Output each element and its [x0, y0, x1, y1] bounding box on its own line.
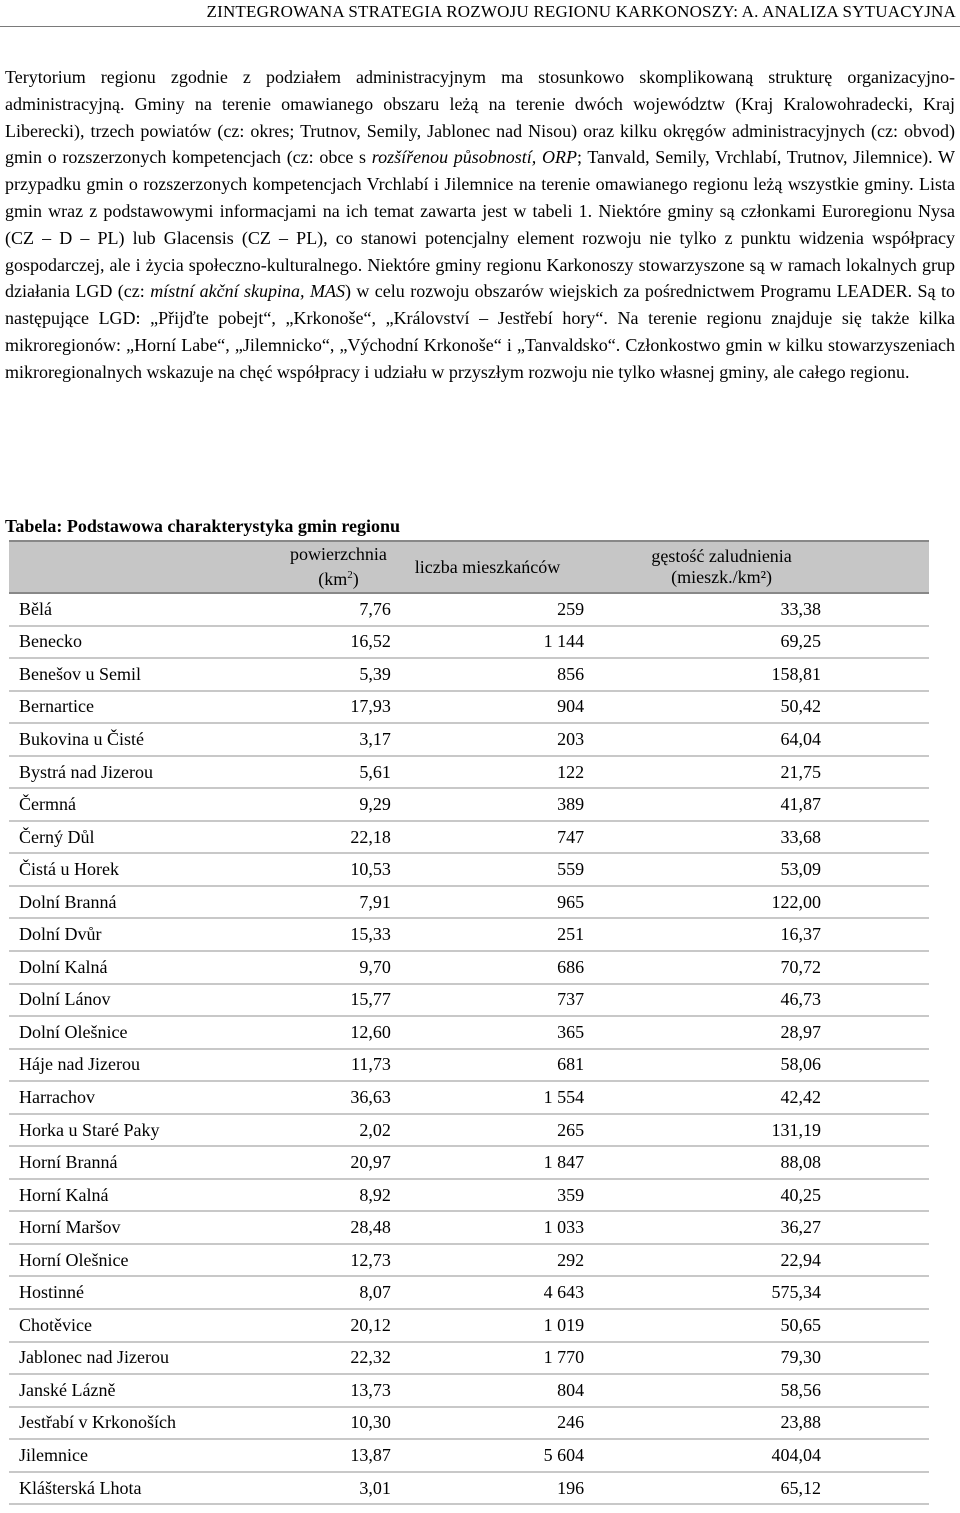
table-row [9, 1244, 929, 1277]
table-row [9, 918, 929, 951]
table-row [9, 1374, 929, 1407]
area-value: 12,60 [266, 1016, 391, 1049]
municipality-name: Horka u Staré Paky [9, 1114, 266, 1147]
density-value: 36,27 [584, 1211, 929, 1244]
municipality-name: Horní Maršov [9, 1211, 266, 1244]
density-value: 40,25 [584, 1179, 929, 1212]
paragraph-italic-mas: místní akční skupina, MAS [150, 281, 345, 302]
table-row [9, 821, 929, 854]
table-row [9, 1472, 929, 1505]
municipalities-table [9, 540, 929, 1505]
table-row [9, 691, 929, 724]
table-row [9, 626, 929, 659]
table-row [9, 1342, 929, 1375]
density-value: 69,25 [584, 626, 929, 659]
density-value: 70,72 [584, 951, 929, 984]
table-row [9, 984, 929, 1017]
municipality-name: Dolní Dvůr [9, 918, 266, 951]
municipality-name: Dolní Olešnice [9, 1016, 266, 1049]
density-value: 53,09 [584, 853, 929, 886]
page-header [0, 2, 960, 27]
population-value: 965 [391, 886, 584, 919]
municipality-name: Černý Důl [9, 821, 266, 854]
municipality-name: Jilemnice [9, 1439, 266, 1472]
area-value: 3,01 [266, 1472, 391, 1505]
header-density: gęstość zaludnienia (mieszk./km²) [584, 541, 929, 593]
table-row [9, 1114, 929, 1147]
area-value: 5,39 [266, 658, 391, 691]
population-value: 1 847 [391, 1146, 584, 1179]
municipality-name: Jestřabí v Krkonoších [9, 1407, 266, 1440]
area-value: 10,30 [266, 1407, 391, 1440]
area-value: 7,76 [266, 593, 391, 626]
table-row [9, 1179, 929, 1212]
municipality-name: Horní Kalná [9, 1179, 266, 1212]
table-row [9, 593, 929, 626]
population-value: 904 [391, 691, 584, 724]
density-value: 46,73 [584, 984, 929, 1017]
density-value: 575,34 [584, 1276, 929, 1309]
municipality-name: Benecko [9, 626, 266, 659]
population-value: 686 [391, 951, 584, 984]
municipality-name: Bukovina u Čisté [9, 723, 266, 756]
municipality-name: Horní Branná [9, 1146, 266, 1179]
population-value: 737 [391, 984, 584, 1017]
table-row [9, 853, 929, 886]
area-value: 28,48 [266, 1211, 391, 1244]
density-value: 33,38 [584, 593, 929, 626]
paragraph-part-3: ) w celu rozwoju obszarów wiejskich za pośrednictwem Programu LEADER. Są to następujące LGD: „Přijďte pobejt“, „Krkonoše“, „Království – Jestřebí hory“. Na terenie regionu znajduje się także kilka mikroregionów: „Horní Labe“, „Jilemnicko“, „Východní Krkonoše“ i „Tanvaldsko“. Członkostwo gmin w kilku stowarzyszeniach mikroregionalnych wskazuje na chęć współpracy i udziału w przyszłym rozwoju nie tylko własnej gminy, ale całego regionu. [5, 281, 955, 382]
area-value: 5,61 [266, 756, 391, 789]
density-value: 58,56 [584, 1374, 929, 1407]
density-value: 79,30 [584, 1342, 929, 1375]
population-value: 1 144 [391, 626, 584, 659]
area-value: 8,92 [266, 1179, 391, 1212]
municipality-name: Bělá [9, 593, 266, 626]
municipality-name: Chotěvice [9, 1309, 266, 1342]
header-area: powierzchnia $(km^2)$ [266, 541, 391, 593]
area-value: 13,87 [266, 1439, 391, 1472]
area-value: 16,52 [266, 626, 391, 659]
density-value: 65,12 [584, 1472, 929, 1505]
area-value: 20,97 [266, 1146, 391, 1179]
area-value: 15,33 [266, 918, 391, 951]
area-value: 12,73 [266, 1244, 391, 1277]
density-value: 16,37 [584, 918, 929, 951]
population-value: 389 [391, 788, 584, 821]
header-name [9, 541, 266, 593]
area-value: 7,91 [266, 886, 391, 919]
table-row [9, 1049, 929, 1082]
intro-paragraph [5, 64, 955, 386]
population-value: 203 [391, 723, 584, 756]
header-population: liczba mieszkańców [391, 541, 584, 593]
area-value: 22,18 [266, 821, 391, 854]
municipality-name: Horní Olešnice [9, 1244, 266, 1277]
header-title: ZINTEGROWANA STRATEGIA ROZWOJU REGIONU KARKONOSZY: A. ANALIZA SYTUACYJNA [206, 2, 956, 21]
density-value: 50,42 [584, 691, 929, 724]
density-value: 50,65 [584, 1309, 929, 1342]
municipality-name: Klášterská Lhota [9, 1472, 266, 1505]
table-row [9, 1016, 929, 1049]
area-value: 2,02 [266, 1114, 391, 1147]
population-value: 681 [391, 1049, 584, 1082]
area-value: 8,07 [266, 1276, 391, 1309]
density-value: 42,42 [584, 1081, 929, 1114]
table-row [9, 723, 929, 756]
density-value: 22,94 [584, 1244, 929, 1277]
municipality-name: Dolní Kalná [9, 951, 266, 984]
table-header-row [9, 541, 929, 593]
density-value: 28,97 [584, 1016, 929, 1049]
population-value: 1 033 [391, 1211, 584, 1244]
table-row [9, 788, 929, 821]
table-row [9, 1211, 929, 1244]
municipality-name: Dolní Lánov [9, 984, 266, 1017]
paragraph-part-2: ; Tanvald, Semily, Vrchlabí, Trutnov, Jilemnice). W przypadku gmin o rozszerzonych kompetencjach Vrchlabí i Jilemnice na terenie omawianego regionu leżą wszystkie gminy. Lista gmin wraz z podstawowymi informacjami na ich temat zawarta jest w tabeli 1. Niektóre gminy są członkami Euroregionu Nysa (CZ – D – PL) lub Glacensis (CZ – PL), co stanowi potencjalny element rozwoju nie tylko z punktu widzenia współpracy gospodarczej, ale i życia społeczno-kulturalnego. Niektóre gminy regionu Karkonoszy stowarzyszone są w ramach lokalnych grup działania LGD (cz: [5, 147, 955, 302]
density-value: 88,08 [584, 1146, 929, 1179]
density-value: 131,19 [584, 1114, 929, 1147]
area-value: 36,63 [266, 1081, 391, 1114]
area-value: 20,12 [266, 1309, 391, 1342]
municipality-name: Janské Lázně [9, 1374, 266, 1407]
table-row [9, 1439, 929, 1472]
density-value: 23,88 [584, 1407, 929, 1440]
population-value: 856 [391, 658, 584, 691]
population-value: 365 [391, 1016, 584, 1049]
population-value: 359 [391, 1179, 584, 1212]
population-value: 1 770 [391, 1342, 584, 1375]
population-value: 246 [391, 1407, 584, 1440]
municipality-name: Hostinné [9, 1276, 266, 1309]
table-row [9, 756, 929, 789]
population-value: 5 604 [391, 1439, 584, 1472]
population-value: 1 554 [391, 1081, 584, 1114]
table-row [9, 886, 929, 919]
table-body [9, 593, 929, 1504]
paragraph-italic-orp: rozšířenou působností, ORP [371, 147, 577, 168]
municipality-name: Čistá u Horek [9, 853, 266, 886]
municipality-name: Bernartice [9, 691, 266, 724]
table-row [9, 1276, 929, 1309]
municipality-name: Čermná [9, 788, 266, 821]
population-value: 804 [391, 1374, 584, 1407]
density-value: 21,75 [584, 756, 929, 789]
table-row [9, 1081, 929, 1114]
density-value: 33,68 [584, 821, 929, 854]
municipality-name: Dolní Branná [9, 886, 266, 919]
table-row [9, 1309, 929, 1342]
municipality-name: Benešov u Semil [9, 658, 266, 691]
density-value: 64,04 [584, 723, 929, 756]
population-value: 559 [391, 853, 584, 886]
area-value: 17,93 [266, 691, 391, 724]
area-value: 9,29 [266, 788, 391, 821]
municipality-name: Bystrá nad Jizerou [9, 756, 266, 789]
density-value: 58,06 [584, 1049, 929, 1082]
population-value: 251 [391, 918, 584, 951]
density-value: 122,00 [584, 886, 929, 919]
table-row [9, 1407, 929, 1440]
area-value: 9,70 [266, 951, 391, 984]
area-value: 10,53 [266, 853, 391, 886]
population-value: 265 [391, 1114, 584, 1147]
area-value: 11,73 [266, 1049, 391, 1082]
table-row [9, 951, 929, 984]
population-value: 259 [391, 593, 584, 626]
table-row [9, 658, 929, 691]
area-value: 13,73 [266, 1374, 391, 1407]
population-value: 747 [391, 821, 584, 854]
population-value: 122 [391, 756, 584, 789]
density-value: 41,87 [584, 788, 929, 821]
area-value: 22,32 [266, 1342, 391, 1375]
area-value: 3,17 [266, 723, 391, 756]
population-value: 196 [391, 1472, 584, 1505]
density-value: 158,81 [584, 658, 929, 691]
municipality-name: Háje nad Jizerou [9, 1049, 266, 1082]
population-value: 4 643 [391, 1276, 584, 1309]
municipality-name: Harrachov [9, 1081, 266, 1114]
density-value: 404,04 [584, 1439, 929, 1472]
population-value: 1 019 [391, 1309, 584, 1342]
municipality-name: Jablonec nad Jizerou [9, 1342, 266, 1375]
paragraph-part-1: Terytorium regionu zgodnie z podziałem administracyjnym ma stosunkowo skomplikowaną strukturę organizacyjno-administracyjną. Gminy na terenie omawianego obszaru leżą na terenie dwóch województw (Kraj Kralowohradecki, Kraj Liberecki), trzech powiatów (cz: okres; Trutnov, Semily, Jablonec nad Nisou) oraz kilku okręgów administracyjnych (cz: obvod) gmin o rozszerzonych kompetencjach (cz: obce s [5, 67, 955, 168]
area-value: 15,77 [266, 984, 391, 1017]
table-title: Tabela: Podstawowa charakterystyka gmin regionu [5, 516, 401, 536]
table-row [9, 1146, 929, 1179]
population-value: 292 [391, 1244, 584, 1277]
